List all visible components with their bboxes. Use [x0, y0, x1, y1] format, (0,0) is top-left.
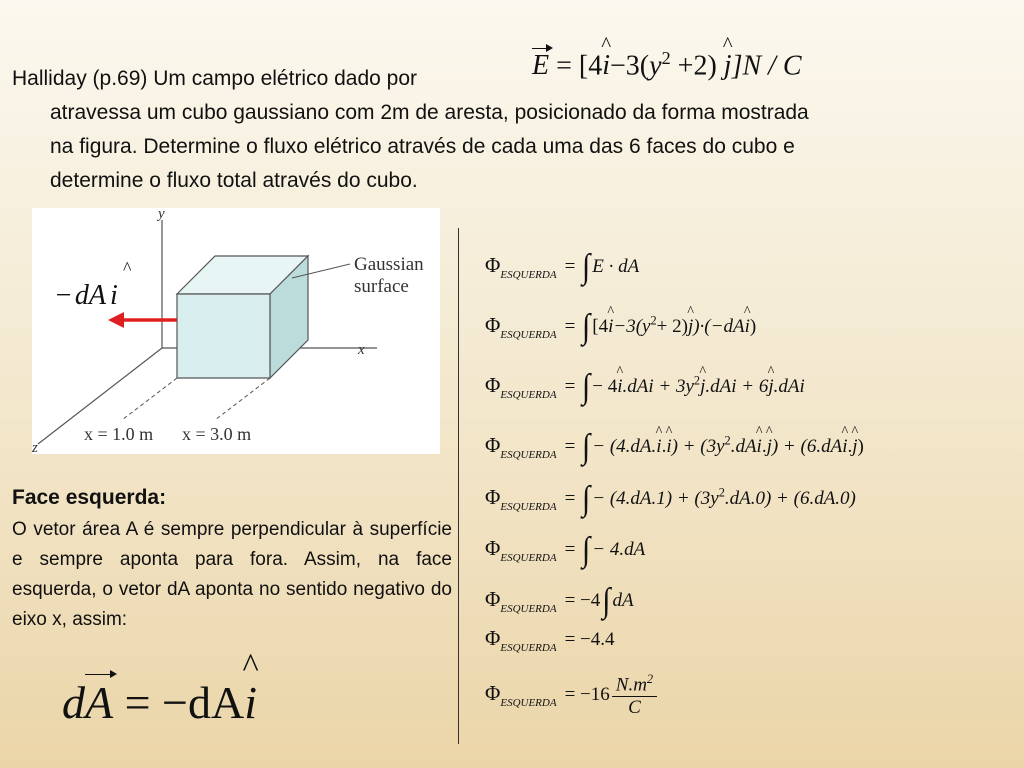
step9-a: −16 — [580, 684, 610, 706]
i-text: i — [110, 280, 118, 311]
phi-sub: ESQUERDA — [500, 269, 557, 281]
problem-line-1: Halliday (p.69) Um campo elétrico dado por — [12, 67, 418, 90]
j-hat: ^ j — [768, 376, 773, 398]
step2-e: ) — [749, 316, 757, 337]
gaussian-label-1: Gaussian — [354, 254, 424, 275]
dA-equation — [62, 676, 257, 729]
i-hat: ^ i — [842, 436, 847, 458]
field-y: y — [649, 50, 662, 82]
step2-d: )·(−dA — [693, 316, 745, 337]
step5-b: .dA.0) + (6.dA.0) — [724, 488, 856, 509]
integral-icon: ∫ — [582, 307, 591, 346]
step4-h: ) — [857, 436, 864, 457]
field-i-hat: ^ i — [602, 50, 610, 82]
step2-c: + 2) — [656, 316, 688, 337]
integral-icon: ∫ — [582, 530, 591, 569]
step4-g: . — [847, 436, 853, 457]
sup-2: 2 — [646, 672, 654, 686]
gaussian-label-2: surface — [354, 276, 409, 297]
eq-sign: = — [564, 590, 576, 611]
step7-a: −4 — [580, 590, 601, 611]
sup-2: 2 — [693, 373, 701, 388]
step4-f: ) + (6.dA — [771, 436, 843, 457]
step-9 — [485, 672, 657, 719]
i-hat: ^ i — [757, 436, 762, 458]
integral-icon: ∫ — [582, 367, 591, 406]
step3-a: − 4 — [592, 376, 618, 397]
x3-label: x = 3.0 m — [182, 424, 252, 444]
vertical-divider — [458, 228, 459, 744]
step4-d: .dA — [730, 436, 757, 457]
hat-icon: ^ — [123, 258, 132, 278]
i-hat: ^ i — [666, 436, 671, 458]
phi-symbol: Φ — [485, 681, 501, 706]
eq-sign: = — [564, 684, 576, 706]
step4-e: . — [761, 436, 767, 457]
axis-z-label: z — [32, 440, 38, 454]
step9-fraction — [612, 672, 657, 719]
minus-sign: − — [54, 280, 73, 311]
eq-sign: = — [564, 488, 576, 509]
integral-icon: ∫ — [602, 581, 611, 620]
j-hat: ^ j — [688, 316, 693, 338]
phi-symbol: Φ — [485, 373, 501, 397]
step5-a: − (4.dA.1) + (3y — [592, 488, 719, 509]
phi-symbol: Φ — [485, 485, 501, 509]
x1-label: x = 1.0 m — [84, 424, 154, 444]
phi-sub: ESQUERDA — [500, 603, 557, 615]
dA-d: d — [62, 677, 85, 728]
field-eq: = — [556, 50, 572, 82]
step3-c: .dAi + 6 — [705, 376, 769, 397]
dA-i-hat: ^ i — [244, 676, 257, 729]
phi-symbol: Φ — [485, 433, 501, 457]
i-hat: ^ i — [617, 376, 622, 398]
step7-b: dA — [612, 590, 634, 611]
eq-sign: = — [564, 539, 576, 560]
step-4 — [485, 426, 864, 466]
step-5 — [485, 478, 856, 518]
dA-A-vector: A — [85, 677, 114, 728]
problem-line-2: atravessa um cubo gaussiano com 2m de aresta, posicionado da forma mostrada — [50, 101, 809, 124]
step-6 — [485, 529, 646, 569]
axis-x-label: x — [358, 342, 365, 358]
step4-b: . — [661, 436, 667, 457]
step3-d: .dAi — [773, 376, 805, 397]
gaussian-cube-figure — [32, 208, 440, 454]
phi-symbol: Φ — [485, 587, 501, 611]
integral-icon: ∫ — [582, 427, 591, 466]
i-hat: ^ i — [608, 316, 613, 338]
phi-sub: ESQUERDA — [500, 389, 557, 401]
i-hat: ^ i — [745, 316, 750, 338]
dA-text: dA — [74, 280, 107, 311]
phi-sub: ESQUERDA — [500, 449, 557, 461]
i-hat: ^ i — [656, 436, 661, 458]
face-title: Face esquerda: — [12, 486, 167, 509]
step-8 — [485, 626, 615, 654]
field-units: ]N / C — [731, 50, 802, 82]
phi-sub: ESQUERDA — [500, 697, 557, 710]
frac-numerator: N.m — [615, 674, 647, 696]
step-3 — [485, 366, 805, 406]
axis-y-label: y — [158, 208, 165, 222]
phi-sub: ESQUERDA — [500, 552, 557, 564]
frac-denominator: C — [628, 697, 641, 719]
field-j-hat: ^ j — [724, 50, 732, 82]
sup-2: 2 — [650, 313, 657, 328]
phi-symbol: Φ — [485, 626, 501, 650]
step3-b: .dAi + 3y — [622, 376, 694, 397]
step-1 — [485, 246, 640, 286]
eq-sign: = — [564, 629, 576, 650]
step1-body: E · dA — [592, 256, 640, 277]
step6-body: − 4.dA — [592, 539, 646, 560]
step-2 — [485, 306, 757, 346]
phi-sub: ESQUERDA — [500, 329, 557, 341]
eq-sign: = — [564, 436, 576, 457]
field-mid: −3( — [610, 50, 650, 82]
field-plus: +2) — [677, 50, 717, 82]
step4-a: − (4.dA. — [592, 436, 657, 457]
j-hat: ^ j — [700, 376, 705, 398]
field-exp: 2 — [661, 48, 671, 68]
eq-sign: = — [564, 316, 576, 337]
eq-sign: = — [564, 376, 576, 397]
sup-2: 2 — [724, 433, 731, 448]
field-E-symbol: E — [532, 50, 550, 82]
step8-body: −4.4 — [580, 629, 615, 650]
phi-sub: ESQUERDA — [500, 501, 557, 513]
step2-a: [4 — [592, 316, 609, 337]
j-hat: ^ j — [767, 436, 772, 458]
phi-sub: ESQUERDA — [500, 642, 557, 654]
field-equation — [532, 48, 802, 82]
problem-line-4: determine o fluxo total através do cubo. — [50, 169, 418, 192]
phi-symbol: Φ — [485, 313, 501, 337]
step-7 — [485, 580, 634, 620]
step2-b: −3(y — [613, 316, 651, 337]
problem-line-3: na figura. Determine o fluxo elétrico através de cada uma das 6 faces do cubo e — [50, 135, 795, 158]
cube-front-face — [177, 294, 270, 378]
phi-symbol: Φ — [485, 253, 501, 277]
eq-sign: = — [564, 256, 576, 277]
dA-rhs: = −dA — [124, 677, 245, 728]
face-text: O vetor área A é sempre perpendicular à superfície e sempre aponta para fora. Assim, na face esquerda, o vetor dA aponta no sentido negativo do eixo x, assim: — [12, 519, 452, 630]
phi-symbol: Φ — [485, 536, 501, 560]
step4-c: ) + (3y — [671, 436, 725, 457]
j-hat: ^ j — [852, 436, 857, 458]
integral-icon: ∫ — [582, 479, 591, 518]
field-open: [4 — [578, 50, 603, 82]
integral-icon: ∫ — [582, 247, 591, 286]
sup-2: 2 — [718, 485, 725, 500]
